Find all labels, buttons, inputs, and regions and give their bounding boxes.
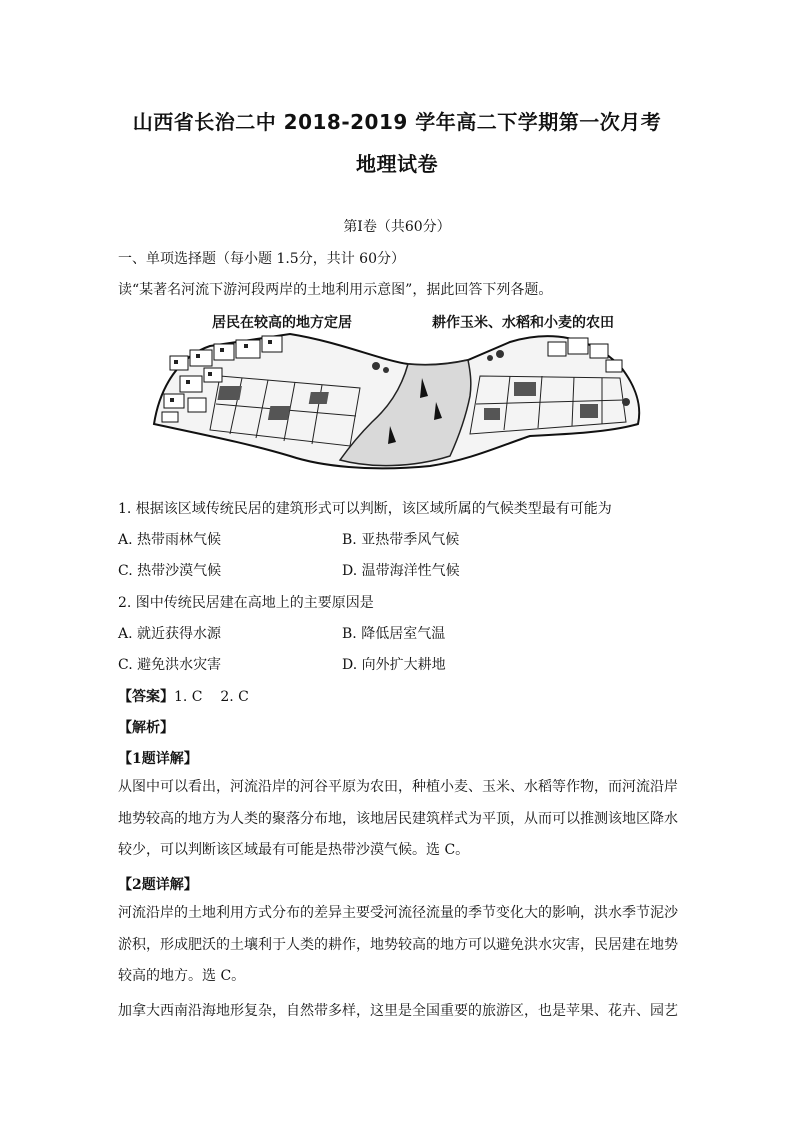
answer-text: 1. C 2. C [174,689,249,705]
analysis-heading: 【解析】 [118,720,174,736]
question-2-option-c: C. 避免洪水灾害 [118,657,222,673]
question-1-option-b: B. 亚热带季风气候 [342,532,460,548]
section-heading: 第Ⅰ卷（共60分） [343,219,451,235]
exam-title: 山西省长治二中 2018-2019 学年高二下学期第一次月考 [132,110,662,134]
land-use-illustration [150,306,644,474]
part-heading: 一、单项选择题（每小题 1.5分，共计 60分） [118,251,405,267]
detail-1-text: 从图中可以看出，河流沿岸的河谷平原为农田，种植小麦、玉米、水稻等作物，而河流沿岸地势较高的地方为人类的聚落分布地，该地居民建筑样式为平顶，从而可以推测该地区降水较少，可以判断该区域最有可能是热带沙漠气候。选 C。 [118,779,678,858]
question-2-option-a: A. 就近获得水源 [118,626,222,642]
question-intro: 读“某著名河流下游河段两岸的土地利用示意图”，据此回答下列各题。 [118,282,553,298]
question-1-option-d: D. 温带海洋性气候 [342,563,460,579]
next-question-intro: 加拿大西南沿海地形复杂，自然带多样，这里是全国重要的旅游区，也是苹果、花卉、园艺 [118,1003,678,1019]
question-1-option-c: C. 热带沙漠气候 [118,563,222,579]
detail-2-heading: 【2题详解】 [118,877,198,893]
answer-line [118,686,678,706]
question-2-stem: 2. 图中传统民居建在高地上的主要原因是 [118,595,374,611]
exam-subtitle: 地理试卷 [356,152,438,176]
question-1-stem: 1. 根据该区域传统民居的建筑形式可以判断，该区域所属的气候类型最有可能为 [118,501,612,517]
question-1-option-a: A. 热带雨林气候 [118,532,222,548]
detail-1-heading: 【1题详解】 [118,751,198,767]
detail-2-text: 河流沿岸的土地利用方式分布的差异主要受河流径流量的季节变化大的影响，洪水季节泥沙淤积，形成肥沃的土壤利于人类的耕作，地势较高的地方可以避免洪水灾害，民居建在地势较高的地方。选 C。 [118,905,678,984]
figure-label-left: 居民在较高的地方定居 [212,315,352,331]
question-2-option-d: D. 向外扩大耕地 [342,657,446,673]
question-2-option-b: B. 降低居室气温 [342,626,446,642]
figure-label-right: 耕作玉米、水稻和小麦的农田 [432,315,614,331]
answer-label: 【答案】 [118,689,174,705]
